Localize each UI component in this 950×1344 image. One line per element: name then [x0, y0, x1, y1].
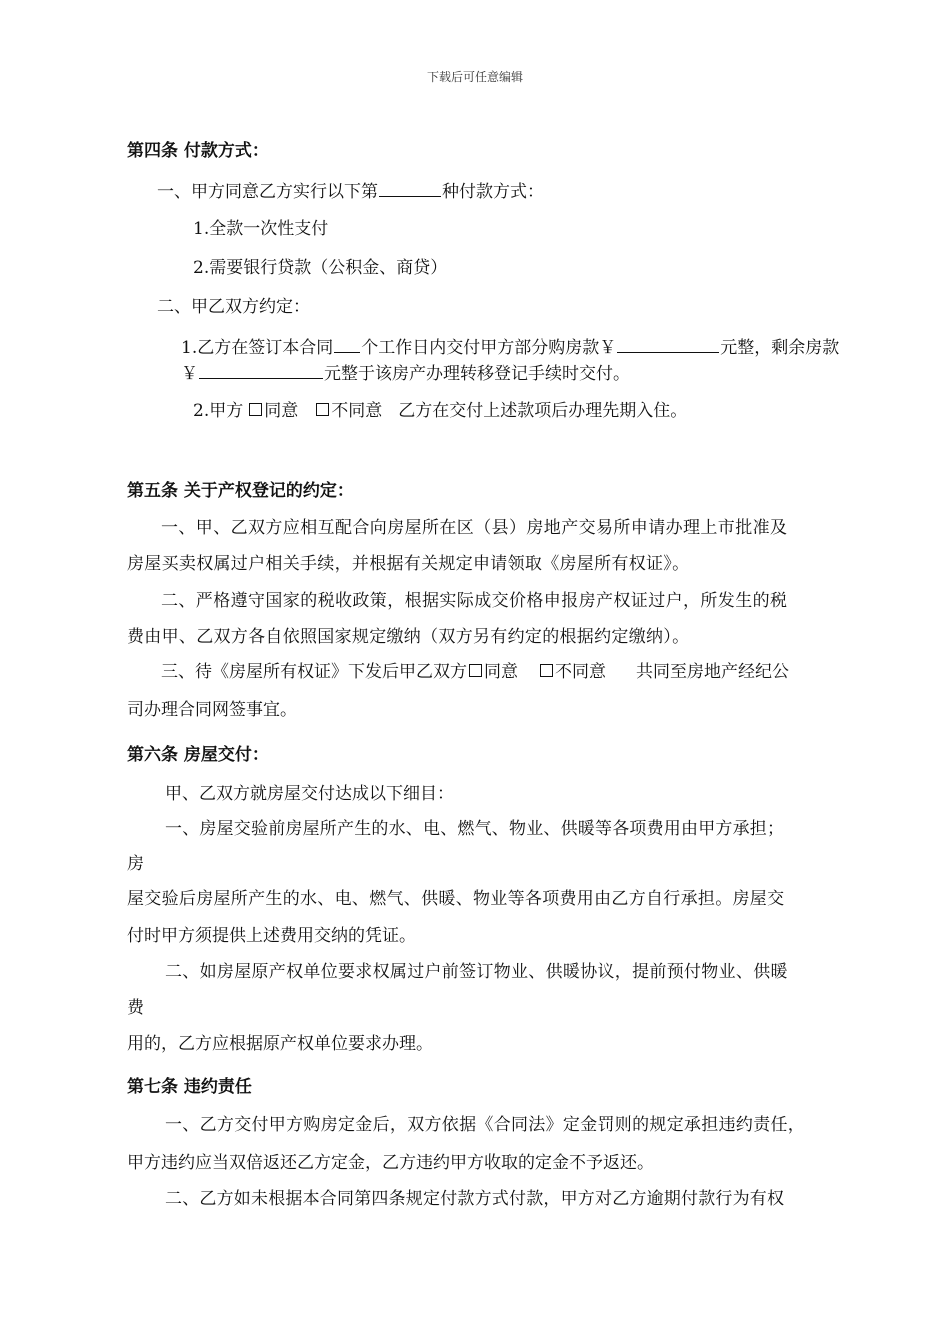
- article-5-p2-line-2: 费由甲、乙双方各自依照国家规定缴纳（双方另有约定的根据约定缴纳）。: [127, 627, 690, 647]
- article-7-p1-line-1: 一、乙方交付甲方购房定金后，双方依据《合同法》定金罚则的规定承担违约责任，: [165, 1115, 806, 1135]
- agree-checkbox[interactable]: [249, 403, 262, 416]
- article-4-item-1-text-end: 种付款方式：: [442, 182, 544, 202]
- article-5-p3-line-2: 司办理合同网签事宜。: [127, 700, 297, 720]
- p3-agree-label: 同意: [484, 662, 518, 682]
- payment-option-2: 2.需要银行贷款（公积金、商贷）: [193, 258, 448, 278]
- article-6-p2-line-3: 用的，乙方应根据原产权单位要求办理。: [127, 1034, 433, 1054]
- article-4-item-1-text: 一、甲方同意乙方实行以下第: [157, 182, 378, 202]
- p3-disagree-label: 不同意: [555, 662, 606, 682]
- sub-2-text-b: 乙方在交付上述款项后办理先期入住。: [398, 401, 688, 421]
- p3-disagree-checkbox[interactable]: [540, 664, 553, 677]
- partial-payment-blank[interactable]: [617, 336, 719, 353]
- working-days-blank[interactable]: [334, 336, 360, 353]
- article-5-p1-line-2: 房屋买卖权属过户相关手续，并根据有关规定申请领取《房屋所有权证》。: [127, 554, 690, 574]
- article-5-p1-line-1: 一、甲、乙双方应相互配合向房屋所在区（县）房地产交易所申请办理上市批准及: [161, 518, 788, 538]
- article-7-p2-line-1: 二、乙方如未根据本合同第四条规定付款方式付款，甲方对乙方逾期付款行为有权: [165, 1189, 785, 1209]
- article-4-title: 第四条 付款方式：: [127, 141, 269, 161]
- article-6-p1-line-2: 房: [127, 854, 144, 874]
- page-header: 下载后可任意编辑: [426, 70, 523, 84]
- disagree-checkbox[interactable]: [316, 403, 329, 416]
- article-5-p2-line-1: 二、严格遵守国家的税收政策，根据实际成交价格申报房产权证过户，所发生的税: [161, 591, 788, 611]
- article-4-item-1: [157, 180, 544, 203]
- sub-1-text-a: 1.乙方在签订本合同: [181, 338, 334, 358]
- sub-1-text-d: ￥: [181, 364, 198, 384]
- article-4-sub-1-line-1: [181, 336, 839, 359]
- sub-1-text-e: 元整于该房产办理转移登记手续时交付。: [324, 364, 630, 384]
- article-4-item-2: 二、甲乙双方约定：: [157, 297, 310, 317]
- article-6-p1-line-4: 付时甲方须提供上述费用交纳的凭证。: [127, 926, 416, 946]
- article-4-sub-2: [193, 400, 687, 422]
- sub-1-text-b: 个工作日内交付甲方部分购房款￥: [361, 338, 617, 358]
- article-5-p3-line-1: [161, 661, 789, 683]
- article-7-title: 第七条 违约责任: [127, 1077, 252, 1097]
- article-6-intro: 甲、乙双方就房屋交付达成以下细目：: [165, 784, 454, 804]
- sub-2-text-a: 2.甲方: [193, 401, 244, 421]
- payment-method-blank[interactable]: [379, 180, 441, 197]
- article-6-p2-line-1: 二、如房屋原产权单位要求权属过户前签订物业、供暖协议，提前预付物业、供暖: [165, 962, 788, 982]
- p3-text-b: 共同至房地产经纪公: [636, 662, 789, 682]
- sub-1-text-c: 元整，剩余房款: [720, 338, 840, 358]
- article-7-p1-line-2: 甲方违约应当双倍返还乙方定金，乙方违约甲方收取的定金不予返还。: [127, 1153, 654, 1173]
- p3-agree-checkbox[interactable]: [469, 664, 482, 677]
- article-4-sub-1-line-2: [181, 362, 630, 385]
- article-6-p2-line-2: 费: [127, 998, 144, 1018]
- article-6-p1-line-1: 一、房屋交验前房屋所产生的水、电、燃气、物业、供暖等各项费用由甲方承担；: [165, 819, 785, 839]
- disagree-label: 不同意: [331, 401, 383, 421]
- agree-label: 同意: [264, 401, 299, 421]
- payment-option-1: 1.全款一次性支付: [193, 219, 329, 239]
- article-5-title: 第五条 关于产权登记的约定：: [127, 481, 354, 501]
- p3-text-a: 三、待《房屋所有权证》下发后甲乙双方: [161, 662, 467, 682]
- article-6-title: 第六条 房屋交付：: [127, 745, 269, 765]
- article-6-p1-line-3: 屋交验后房屋所产生的水、电、燃气、供暖、物业等各项费用由乙方自行承担。房屋交: [127, 889, 785, 909]
- remaining-payment-blank[interactable]: [199, 362, 323, 379]
